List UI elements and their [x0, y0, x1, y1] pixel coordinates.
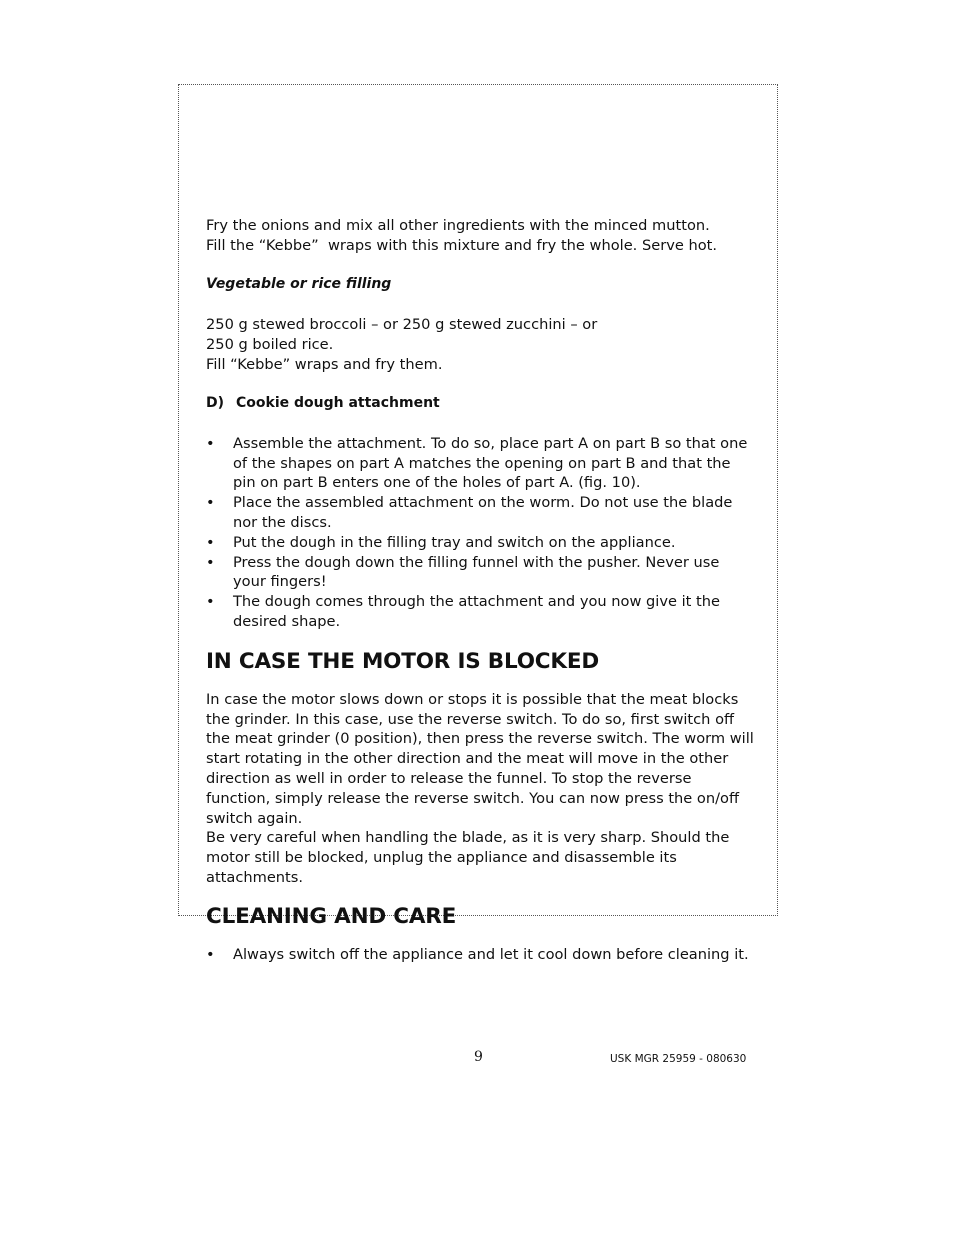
intro-line-2: Fill the “Kebbe” wraps with this mixture and fry the whole. Serve hot. [206, 236, 717, 254]
list-item-text: Put the dough in the filling tray and switch on the appliance. [233, 533, 676, 551]
cookie-bullet-list [206, 434, 756, 632]
cookie-dough-heading [206, 394, 756, 414]
motor-paragraph-2: Be very careful when handling the blade, as it is very sharp. Should the motor still be blocked, unplug the appliance and disassemble its attachments. [206, 829, 730, 886]
list-item-text: Assemble the attachment. To do so, place part A on part B so that one of the shapes on part A matches the opening on part B and that the pin on part B enters one of the holes of part A. (fig. 10). [233, 434, 748, 492]
bullet-icon: • [206, 945, 215, 963]
list-item-text: Place the assembled attachment on the worm. Do not use the blade nor the discs. [233, 494, 733, 531]
bullet-icon: • [206, 553, 215, 571]
document-code: USK MGR 25959 - 080630 [610, 1053, 747, 1065]
list-item [206, 533, 756, 553]
bullet-icon: • [206, 593, 215, 611]
list-item-text: Press the dough down the filling funnel with the pusher. Never use your fingers! [233, 553, 720, 591]
motor-blocked-heading: IN CASE THE MOTOR IS BLOCKED [206, 648, 599, 674]
section-letter: D) [206, 395, 225, 412]
veg-filling-heading: Vegetable or rice filling [206, 276, 392, 293]
page-number: 9 [474, 1049, 483, 1065]
list-item [206, 553, 756, 593]
list-item [206, 592, 756, 632]
veg-line-1: 250 g stewed broccoli – or 250 g stewed zucchini – or [206, 315, 598, 333]
list-item-text: Always switch off the appliance and let it cool down before cleaning it. [233, 945, 749, 963]
list-item-text: The dough comes through the attachment and you now give it the desired shape. [233, 593, 720, 630]
veg-line-3: Fill “Kebbe” wraps and fry them. [206, 355, 443, 373]
bullet-icon: • [206, 434, 215, 452]
motor-paragraph-1: In case the motor slows down or stops it is possible that the meat blocks the grinder. In this case, use the reverse switch. To do so, first switch off the meat grinder (0 position), then press the reverse switch. The worm will start rotating in the other direction and the meat will move in the other direction as well in order to release the funnel. To stop the reverse function, simply release the reverse switch. You can now press the on/off switch again. [206, 690, 754, 827]
cleaning-bullet-list [206, 945, 756, 965]
cleaning-heading: CLEANING AND CARE [206, 903, 457, 929]
list-item [206, 945, 756, 965]
list-item [206, 493, 756, 533]
veg-line-2: 250 g boiled rice. [206, 335, 334, 353]
list-item [206, 434, 756, 493]
bullet-icon: • [206, 494, 215, 512]
cookie-heading-text: Cookie dough attachment [236, 395, 440, 412]
intro-line-1: Fry the onions and mix all other ingredients with the minced mutton. [206, 217, 710, 234]
page-content [206, 216, 756, 965]
bullet-icon: • [206, 533, 215, 551]
